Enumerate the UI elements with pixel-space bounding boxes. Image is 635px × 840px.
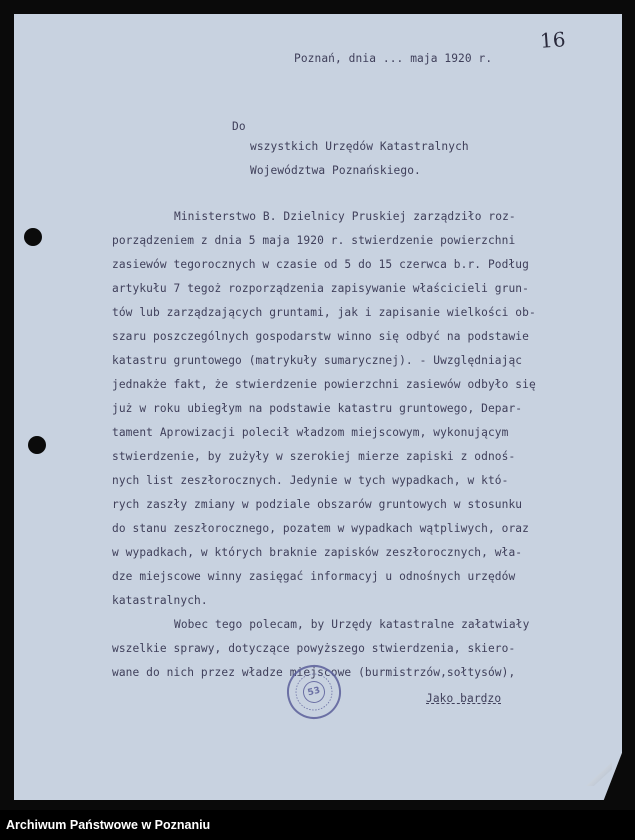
body-line: stwierdzenie, by zużyły w szerokiej mierze zapiski z odnoś- bbox=[112, 450, 516, 463]
body-line: szaru poszczególnych gospodarstw winno się odbyć na podstawie bbox=[112, 330, 529, 343]
body-line: Ministerstwo B. Dzielnicy Pruskiej zarządziło roz- bbox=[174, 210, 516, 223]
body-line: katastru gruntowego (matrykuły sumarycznej). - Uwzględniając bbox=[112, 354, 523, 367]
punch-hole bbox=[28, 436, 46, 454]
address-recipient: wszystkich Urzędów Katastralnych bbox=[250, 140, 469, 153]
body-line: katastralnych. bbox=[112, 594, 208, 607]
body-line: zasiewów tegorocznych w czasie od 5 do 15 czerwca b.r. Podług bbox=[112, 258, 529, 271]
punch-hole bbox=[24, 228, 42, 246]
date-line: Poznań, dnia ... maja 1920 r. bbox=[294, 52, 493, 65]
address-region: Województwa Poznańskiego. bbox=[250, 164, 421, 177]
address-to: Do bbox=[232, 120, 246, 133]
body-line: jednakże fakt, że stwierdzenie powierzchni zasiewów odbyło się bbox=[112, 378, 536, 391]
body-line: wane do nich przez władze miejscowe (burmistrzów,sołtysów), bbox=[112, 666, 516, 679]
body-line: w wypadkach, w których braknie zapisków zeszłorocznych, wła- bbox=[112, 546, 523, 559]
stamp-number: 53 bbox=[301, 679, 328, 706]
body-line: artykułu 7 tegoż rozporządzenia zapisywanie właścicieli grun- bbox=[112, 282, 529, 295]
body-line: porządzeniem z dnia 5 maja 1920 r. stwierdzenie powierzchni bbox=[112, 234, 516, 247]
body-line: wszelkie sprawy, dotyczące powyższego stwierdzenia, skiero- bbox=[112, 642, 516, 655]
archive-footer: Archiwum Państwowe w Poznaniu bbox=[0, 810, 635, 840]
body-line: nych list zeszłorocznych. Jedynie w tych wypadkach, w któ- bbox=[112, 474, 509, 487]
body-line: już w roku ubiegłym na podstawie katastru gruntowego, Depar- bbox=[112, 402, 523, 415]
closing-phrase: Jako bardzo bbox=[426, 692, 502, 705]
body-line: tament Aprowizacji polecił władzom miejscowym, wykonującym bbox=[112, 426, 509, 439]
body-line: tów lub zarządzających gruntami, jak i zapisanie wielkości ob- bbox=[112, 306, 536, 319]
body-line: rych zaszły zmiany w podziale obszarów gruntowych w stosunku bbox=[112, 498, 523, 511]
handwritten-page-number: 16 bbox=[539, 27, 567, 53]
body-line: Wobec tego polecam, by Urzędy katastralne załatwiały bbox=[174, 618, 530, 631]
body-line: dze miejscowe winny zasięgać informacyj u odnośnych urzędów bbox=[112, 570, 516, 583]
body-line: do stanu zeszłorocznego, pozatem w wypadkach wątpliwych, oraz bbox=[112, 522, 529, 535]
